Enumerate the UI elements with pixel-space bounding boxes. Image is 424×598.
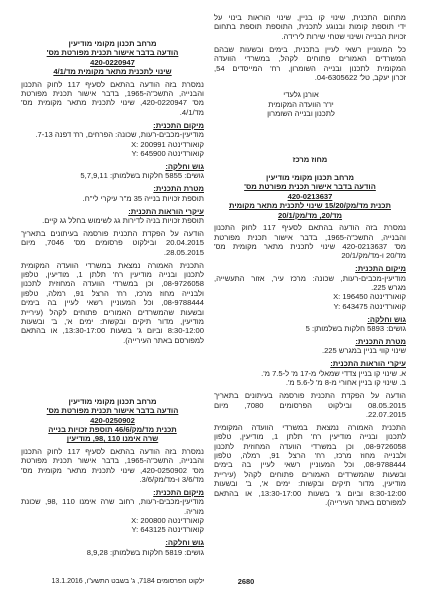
plan-subtitle (21, 67, 204, 76)
deposit-paragraph (21, 229, 204, 257)
coordinate-y: קואורדינטה Y: 643475 (333, 301, 406, 311)
notice-header (21, 39, 204, 77)
continuation-line: ידי תוספת קומות ובנוגע לתכנית, התוספת תוספת בתחום (214, 22, 406, 32)
blocks-text (21, 171, 204, 180)
intro-line: מס' 420-0213637 שינוי לתכנית מתאר מקומית מס' (214, 241, 406, 251)
location-line: מוריה. (184, 506, 204, 516)
inspection-line: ולבנייה מחוז מרכז, רח' הרצל 91, רמלה, טלפון (21, 288, 204, 298)
inspection-line: 08-9788444, וכל המעוניין רשאי לעיין בה בימים (214, 460, 406, 470)
deposit-line: 20.04.2015 ובילקוט פרסומים מס' 7046, מיום (21, 238, 204, 248)
purpose-label: מטרת התכנית: (153, 184, 204, 194)
coordinate-x: קואורדינטה X: 196450 (333, 292, 406, 302)
purpose-section (214, 337, 406, 356)
planning-area-heading: מרחב תכנון מקומי מודיעין (68, 39, 157, 48)
plan-subtitle (21, 425, 204, 444)
provisions-label: עיקרי הוראות התכנית: (330, 359, 406, 369)
district-heading: מחוז מרכז (292, 155, 328, 165)
blocks-section (21, 162, 204, 181)
coordinate-y: קואורדינטה Y: 645900 (131, 148, 204, 158)
intro-line: נמסרת בזה הודעה בהתאם לסעיף 117 לחוק התכנון (21, 79, 204, 89)
location-label: מיקום התכנית: (355, 264, 406, 274)
notice-intro (21, 80, 204, 118)
plan-subtitle-line: שינוי לתכנית מתאר מקומית מד/4/1 (53, 67, 172, 77)
notice-header (214, 173, 406, 220)
blocks-label: גוש וחלקה: (165, 538, 204, 548)
planning-notice (21, 39, 204, 345)
notice-title: הודעה בדבר אישור תכנית מפורטת מס' (244, 182, 376, 192)
planning-notice (214, 173, 406, 507)
continuation-paragraph (214, 13, 406, 41)
purpose-text (21, 194, 204, 203)
deposit-line: הודעה על הפקדת התכנית פורסמה בעיתונים בתאריך (214, 391, 406, 401)
provisions-section (21, 207, 204, 226)
planning-area-heading: מרחב תכנון מקומי מודיעין (266, 173, 354, 183)
inspection-line: לתכנון ובנייה מודיעין רח' תלתן 1, מודיעין, טלפון (214, 432, 406, 442)
location-text (21, 130, 204, 139)
signatory-title: יו"ר הוועדה המקומית (268, 99, 334, 109)
continuation-line: מתחום התכנית, שינוי קו בניין, שינוי הוראות בינוי על (214, 13, 406, 22)
blocks-line: גושים: 5855 חלקות בשלמותן: 5,7,9,11 (80, 171, 204, 181)
plan-number: 420-0220947 (90, 57, 135, 67)
intro-line: מד/3/6 ו-מד/מק/3/6. (139, 474, 204, 484)
location-section (21, 488, 204, 535)
intro-line: והבנייה, התשכ"ה-1965, בדבר אישור תכנית מפורטת (21, 89, 204, 99)
inspection-line: 8:30-12:00 וביום ג' בשעות 13:30-17:00, או בהתאם (214, 488, 406, 498)
signatory-committee: לתכנון ובנייה השומרון (267, 109, 335, 119)
location-label: מיקום התכנית: (153, 487, 204, 497)
coordinate-x: קואורדינטה X: 200991 (131, 139, 204, 149)
plan-subtitle (214, 201, 406, 220)
signature-block (214, 90, 406, 118)
blocks-label: גוש וחלקה: (367, 314, 406, 324)
deposit-paragraph (214, 391, 406, 419)
planning-notice (21, 397, 204, 558)
signatory-name: אורנן גלעדי (283, 90, 319, 100)
left-column (21, 39, 204, 557)
inspection-line: ובשעות שהמשרדים האמורים פתוחים לקהל (עיריית (21, 307, 204, 317)
inspection-line: ובשעות שהמשרדים האמורים פתוחים לקהל (עיריית (214, 469, 406, 479)
deposit-line: 28.05.2015. (163, 247, 204, 257)
notice-intro (214, 223, 406, 261)
plan-subtitle-line: תכנית מד/מק/15/20 שינוי לתכנית מתאר מקומית (229, 201, 391, 211)
provisions-section (214, 359, 406, 387)
intro-line: מס' 420-0220947, שינוי לתכנית מתאר מקומית מס' (21, 98, 204, 108)
blocks-text (21, 548, 204, 557)
deposit-line: הודעה על הפקדת התכנית פורסמה בעיתונים בתאריך (21, 228, 204, 238)
purpose-label: מטרת התכנית: (355, 337, 406, 347)
inspection-line: 08-9726058, וכן במשרדי הוועדה המחוזית לתכנון (214, 441, 406, 451)
continuation-line: זכויות הבנייה ושינוי שטחי שירות לירידה. (281, 31, 406, 41)
intro-line: מס' 420-0250902, שינוי לתכנית מתאר מקומית מס' (21, 465, 204, 475)
location-line: מודיעין-מכבים-רעות, שכונה: הפרחים, רח' דפנה 7-13. (35, 130, 204, 140)
notice-header (21, 397, 204, 444)
inspection-line: התכנית האמורה נמצאת במשרדי הוועדה המקומית (214, 422, 406, 432)
purpose-text (214, 346, 406, 355)
intro-line: נמסרת בזה הודעה בהתאם לסעיף 117 לחוק התכנון (214, 223, 406, 233)
blocks-line: גושים: 5893 חלקות בשלמותן: 5 (305, 324, 406, 334)
location-line: מודיעין-מכבים-רעות, שכונה: מרכז עיר, אזור התעשייה, (214, 273, 406, 283)
provision-line: תוספת זכויות בניה לדירות גג לשימוש בחלל גג קיים. (42, 215, 204, 225)
inspection-paragraph (214, 423, 406, 508)
notice-intro (21, 447, 204, 485)
purpose-line: תוספת זכויות בנייה 35 מ"ר עיקרי לי"ח. (82, 193, 204, 203)
public-inspection-line: המשרדים האמורים פתוחים לקהל, במשרדי הוועדה (214, 54, 406, 64)
blocks-label: גוש וחלקה: (165, 161, 204, 171)
location-text (214, 274, 406, 293)
intro-line: מד/20 ו-מד/מק/20/1 (341, 251, 406, 261)
blocks-line: גושים: 5819 חלקות בשלמותן: 8,9,28 (86, 547, 204, 557)
inspection-line: לתכנון ובנייה מודיעין רח' תלתן 1, מודיעין, טלפון (21, 269, 204, 279)
coordinate-y: קואורדינטה Y: 643125 (131, 525, 204, 535)
blocks-section (21, 538, 204, 557)
public-inspection-line: כל המעוניין רשאי לעיין בתכנית, בימים ובשעות שבהם (214, 44, 406, 54)
intro-line: והבנייה, התשכ"ה-1965, בדבר אישור תכנית מפורטת (21, 456, 204, 466)
notice-title: הודעה בדבר אישור תכנית מפורטת מס' (46, 48, 179, 58)
blocks-text (214, 324, 406, 333)
inspection-line: ולבנייה מחוז מרכז, רח' הרצל 91, רמלה, טלפון (214, 451, 406, 461)
location-label: מיקום התכנית: (153, 120, 204, 130)
public-inspection-line: זכרון יעקב, טל' 04-6305622. (314, 72, 406, 82)
page-number: 2680 (237, 577, 255, 586)
inspection-line: התכנית האמורה נמצאת במשרדי הוועדה המקומית (21, 260, 204, 270)
inspection-line: מודיעין, מדור תיקים ובקשות: ימים א', ב' ובשעות (21, 316, 204, 326)
location-section (21, 121, 204, 159)
provision-line: א. שינוי קו בניין צדדי שמאלי מ-17 מ' ל-7.5 מ'. (261, 368, 406, 378)
public-inspection-line: המקומית לתכנון ובנייה השומרון, רח' המייסדים 54, (214, 63, 406, 73)
coordinate-x: קואורדינטה X: 200800 (131, 516, 204, 526)
location-section (214, 264, 406, 311)
inspection-line: 08-9788444, וכל המעוניין רשאי לעיין בה בימים (21, 298, 204, 308)
inspection-line: 8:30-12:00 וביום ג' בשעות 13:30-17:00, או בהתאם (21, 326, 204, 336)
publication-footer: ילקוט הפרסומים 7184, ג' בשבט התשע"ו, 13.1.2016 (51, 578, 205, 585)
provisions-text (21, 216, 204, 225)
inspection-line: למפורסם באתר העירייה). (123, 335, 204, 345)
location-line: מגרש 225. (371, 283, 406, 293)
intro-line: מד/4/1. (179, 107, 204, 117)
purpose-line: שינוי קווי בניין במגרש 225. (321, 346, 406, 356)
location-line: מודיעין-מכבים-רעות, רחוב שרה אימנו 110 ,98, שכונת (21, 497, 204, 507)
provision-line: ב. שינוי קו בניין אחורי מ-8 מ' ל-5.6 מ'. (285, 378, 406, 388)
plan-number: 420-0250902 (90, 415, 135, 425)
plan-subtitle-line: שרה אימנו 110 ,98, מודיעין (66, 434, 159, 444)
deposit-line: 22.07.2015. (365, 409, 406, 419)
intro-line: והבנייה, התשכ"ה-1965, בדבר אישור תכנית מפורטת (214, 232, 406, 242)
purpose-section (21, 184, 204, 203)
blocks-section (214, 315, 406, 334)
location-text (21, 497, 204, 516)
planning-area-heading: מרחב תכנון מקומי מודיעין (68, 396, 157, 406)
inspection-line: מודיעין, מדור תיקים ובקשות: ימים א', ב' ובשעות (214, 479, 406, 489)
plan-number: 420-0213637 (287, 191, 333, 201)
inspection-line: 08-9726058, וכן במשרדי הוועדה המחוזית לתכנון (21, 279, 204, 289)
right-column (214, 13, 406, 507)
notice-title: הודעה בדבר אישור תכנית מפורטת מס' (46, 406, 179, 416)
plan-subtitle-line: תכנית מד/מק/46/6 תוספת זכויות בנייה (48, 424, 177, 434)
provisions-label: עיקרי הוראות התכנית: (128, 206, 204, 216)
inspection-line: למפורסם באתר העירייה). (325, 498, 406, 508)
intro-line: נמסרת בזה הודעה בהתאם לסעיף 117 לחוק התכנון (21, 446, 204, 456)
plan-subtitle-line: מד/20, מד/מק/20/1 (277, 210, 343, 220)
provisions-text (214, 369, 406, 388)
public-inspection-paragraph (214, 45, 406, 83)
inspection-paragraph (21, 261, 204, 346)
deposit-line: 08.05.2015 ובילקוט הפרסומים 7080, מיום (214, 400, 406, 410)
